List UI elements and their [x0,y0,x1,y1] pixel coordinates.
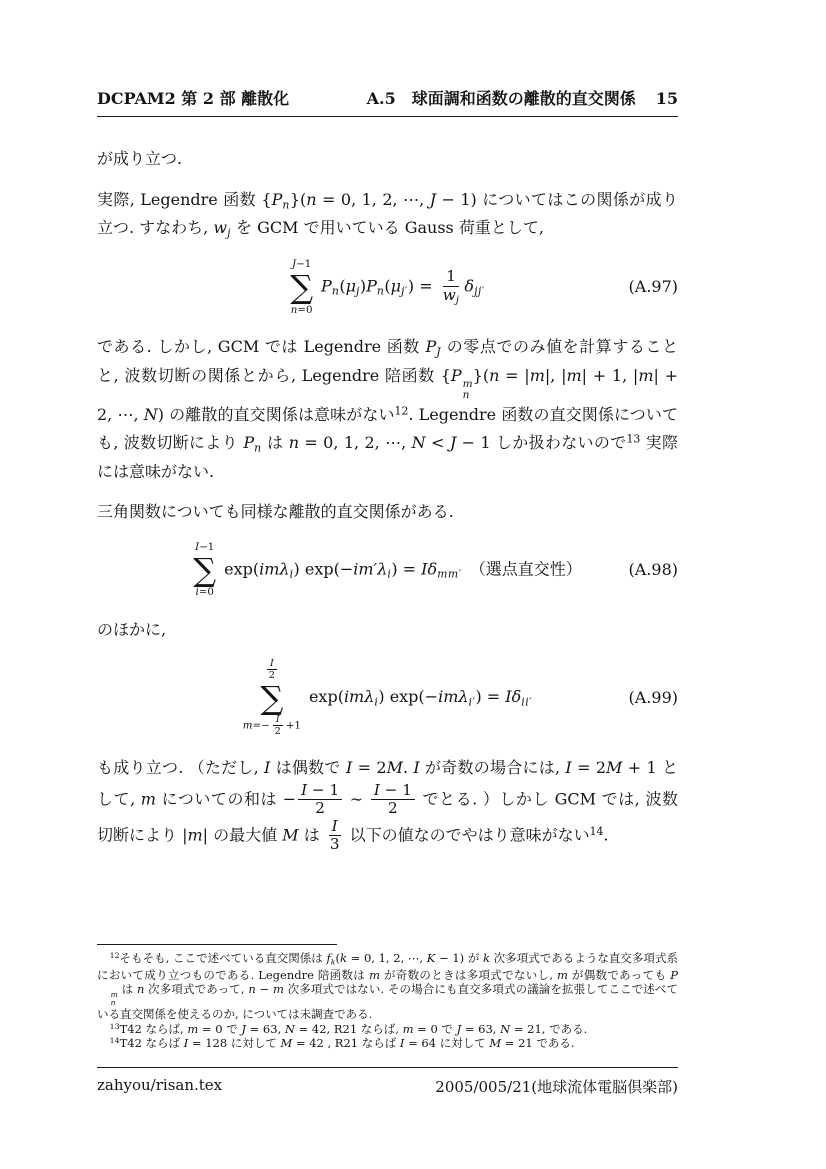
header-page-number: 15 [655,89,678,108]
equation-a98-math: I−1 ∑ i=0 exp(imλ$_i$) $\exp(-im'\lambda_i) = I\delta_{mm'}$ （選点直交性） [193,540,582,598]
equation-a99-math: $\frac{I}{2}$ ∑ m=− $\frac{I}{2}$ +1 exp(imλ$_i$) $\exp(-im\lambda_{i'}) = I\delta_{ii'}$ [242,658,533,738]
page-bottom [97,944,678,1097]
paragraph-1: が成り立つ. [97,149,183,168]
footnote-13: $^{13}$T42 ならば, m = 0 で J = 63, N = 42, R21 ならば, m = 0 で J = 63, N = 21, である. [109,1021,588,1036]
paragraph-5: のほかに, [97,619,167,639]
footer-date-club: 2005/005/21(地球流体電脳倶楽部) [435,1078,678,1096]
equation-a97-math: J−1 ∑ n=0 $P_n(\mu_j)P_n(\mu_{j'})$ = $\frac{1}{w_j}$ $\delta_{jj'}$ [290,258,485,316]
footnote-12: $^{12}$そもそも, ここで述べている直交関係は $f_k(k = 0$, 1, 2, ⋯, K − 1) が k 次多項式であるような直交多項式系において成り立つものである. Legendre 陪函数は m が奇数のときは多項式でないし, m が偶数であっても P m n は n 次多項式であって, n − m 次多項式ではない. その場合にも直交多項式の議論を拡張してここで述べている直交関係を使えるのか, については未調査である. [97,951,679,1022]
paragraph-2: 実際, Legendre 函数 $\{P_n\}(n = 0$, 1, 2, ⋯, J − 1) についてはこの関係が成り立つ. すなわち, $w_j$ を GCM で用いている Gauss 荷重として, [97,189,678,240]
header-doc-title: DCPAM2 第 2 部 離散化 [97,89,290,108]
equation-a99-number: (A.99) [628,688,678,708]
page-body [97,145,678,867]
equation-a97 [97,257,678,317]
header-section-title: A.5 球面調和函数の離散的直交関係 [366,89,636,108]
footnote-14: $^{14}$T42 ならば I = 128 に対して M = 42 , R21 ならば I = 64 に対して M = 21 である. [109,1036,575,1051]
equation-a98-number: (A.98) [628,559,678,579]
equation-a97-number: (A.97) [628,277,678,297]
header-section [367,86,678,109]
footnotes [97,951,678,1051]
paragraph-6: も成り立つ. （ただし, I は偶数で I = 2M. I が奇数の場合には, I = 2M + 1 として, m についての和は − $\frac{I - 1}{2}$ ∼ $\frac{I - 1}{2}$ でとる. ）しかし GCM では, 波数切断により |m| の最大値 M は $\frac{I}{3}$ 以下の値なのでやはり意味がない$^{14}$. [97,758,678,854]
footnote-rule [97,944,337,945]
paragraph-3: である. しかし, GCM では Legendre 函数 $P_J$ の零点でのみ値を計算することと, 波数切断の関係とから, Legendre 陪函数 {P m n }(n = |m|, |m| + 1, |m| + 2, ⋯, N) の離散的直交関係は意味がない$^{12}$. Legendre 函数の直交関係についても, 波数切断により $P_n$ は n = 0, 1, 2, ⋯, N < J − 1 しか扱わないので$^{13}$ 実際には意味がない. [97,337,679,481]
paragraph-4: 三角関数についても同様な離散的直交関係がある. [97,502,454,522]
equation-a98 [97,540,678,600]
page-header [97,86,678,117]
equation-a99 [97,657,678,738]
footer-file-path: zahyou/risan.tex [97,1076,223,1094]
page-footer [97,1067,678,1097]
